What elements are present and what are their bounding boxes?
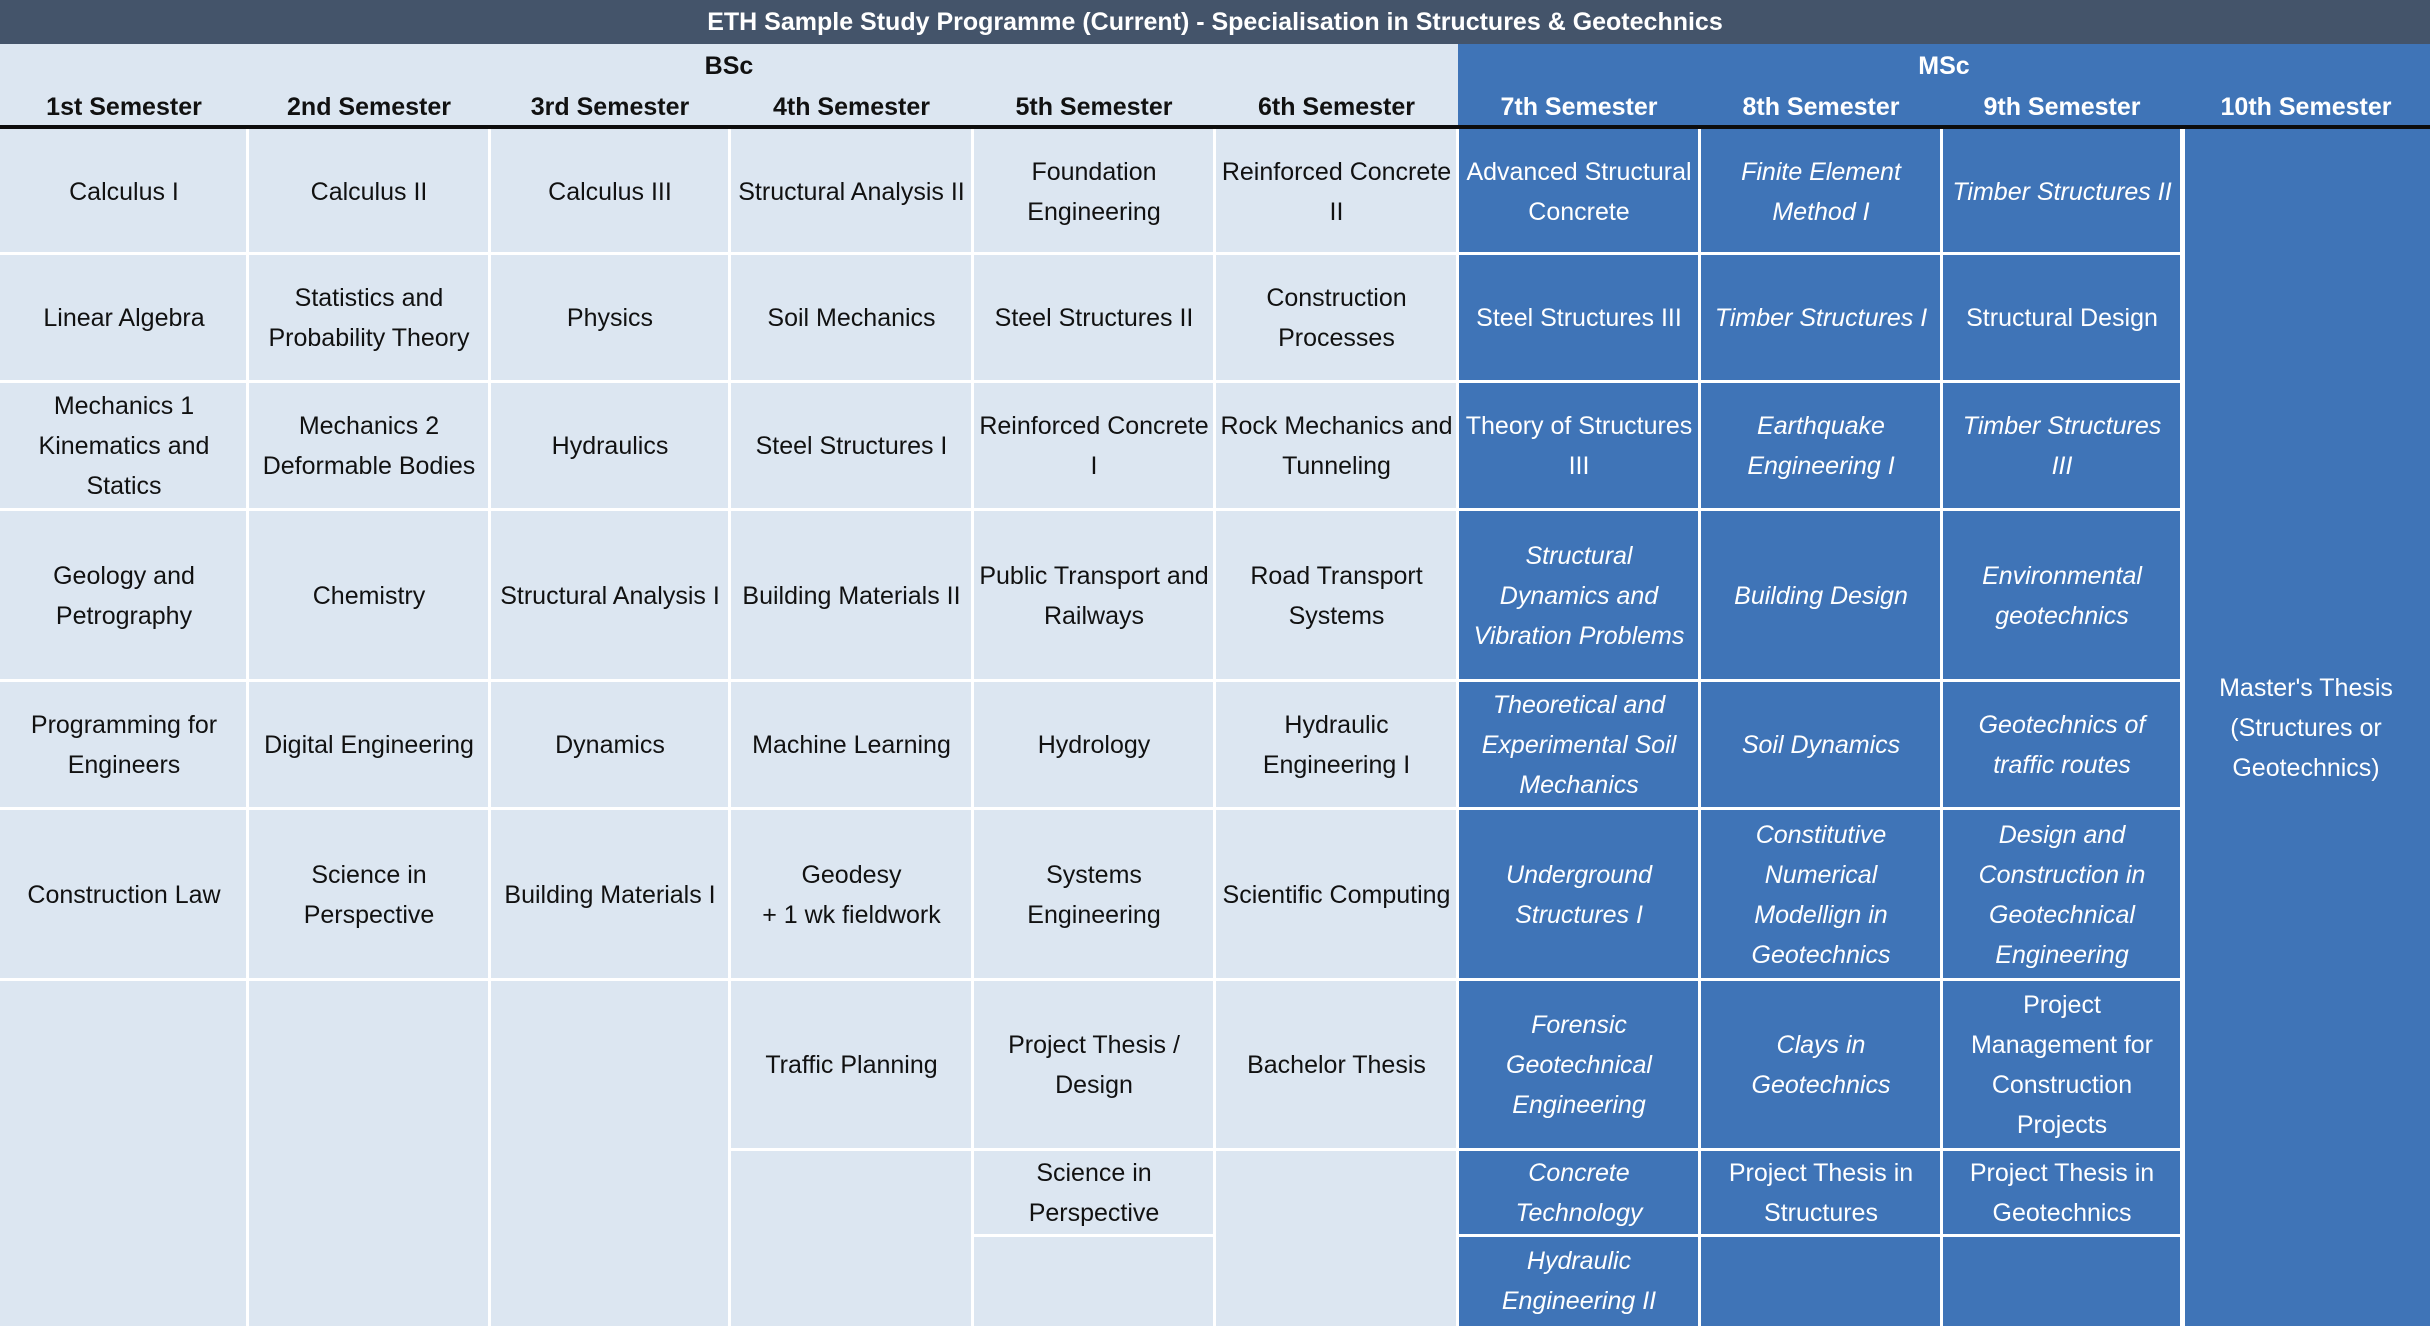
course-cell: Scientific Computing [1215, 809, 1458, 980]
course-cell: Hydraulic Engineering II [1458, 1236, 1700, 1326]
course-cell: Mechanics 1 Kinematics and Statics [0, 382, 248, 510]
course-cell: Constitutive Numerical Modellign in Geotechnics [1700, 809, 1942, 980]
empty-cell [0, 980, 248, 1326]
course-cell: Structural Analysis II [730, 129, 973, 254]
course-cell: Building Materials I [490, 809, 730, 980]
grid-line [0, 679, 2182, 682]
course-cell: Environmental geotechnics [1942, 510, 2182, 681]
course-cell: Road Transport Systems [1215, 510, 1458, 681]
course-cell: Statistics and Probability Theory [248, 254, 490, 382]
course-cell: Advanced Structural Concrete [1458, 129, 1700, 254]
semester-header-6: 6th Semester [1257, 92, 1416, 121]
course-cell: Timber Structures I [1700, 254, 1942, 382]
course-cell: Project Thesis in Structures [1700, 1150, 1942, 1236]
grid-line [0, 380, 2182, 383]
course-cell: Bachelor Thesis [1215, 980, 1458, 1150]
empty-cell [973, 1236, 1215, 1326]
course-cell: Rock Mechanics and Tunneling [1215, 382, 1458, 510]
bsc-label: BSc [704, 51, 754, 80]
course-cell: Forensic Geotechnical Engineering [1458, 980, 1700, 1150]
course-cell: Machine Learning [730, 681, 973, 809]
empty-cell [1700, 1236, 1942, 1326]
course-cell: Building Design [1700, 510, 1942, 681]
masters-thesis-cell: Master's Thesis (Structures or Geotechnics) [2182, 129, 2430, 1326]
course-cell: Finite Element Method I [1700, 129, 1942, 254]
semester-header-7: 7th Semester [1500, 92, 1658, 121]
grid-line [728, 129, 731, 1326]
course-cell: Project Management for Construction Projects [1942, 980, 2182, 1150]
grid-line [1213, 129, 1216, 1326]
grid-line [0, 508, 2182, 511]
course-cell: Foundation Engineering [973, 129, 1215, 254]
course-cell: Hydrology [973, 681, 1215, 809]
course-cell: Clays in Geotechnics [1700, 980, 1942, 1150]
course-cell: Geotechnics of traffic routes [1942, 681, 2182, 809]
course-cell: Physics [490, 254, 730, 382]
semester-header-5: 5th Semester [1015, 92, 1173, 121]
course-cell: Building Materials II [730, 510, 973, 681]
course-cell: Linear Algebra [0, 254, 248, 382]
course-cell: Hydraulics [490, 382, 730, 510]
grid-line [2180, 129, 2185, 1326]
empty-cell [248, 980, 490, 1326]
empty-cell [730, 1150, 973, 1326]
semester-header-3: 3rd Semester [530, 92, 690, 121]
course-cell: Geology and Petrography [0, 510, 248, 681]
course-cell: Theory of Structures III [1458, 382, 1700, 510]
grid-line [1698, 129, 1701, 1326]
semester-header-9: 9th Semester [1983, 92, 2141, 121]
empty-cell [1215, 1150, 1458, 1326]
course-cell: Traffic Planning [730, 980, 973, 1150]
course-cell: Digital Engineering [248, 681, 490, 809]
course-cell: Steel Structures II [973, 254, 1215, 382]
grid-line [0, 978, 2182, 981]
course-cell: Calculus II [248, 129, 490, 254]
grid-line [971, 129, 974, 1326]
grid-line [1456, 129, 1459, 1326]
course-cell: Structural Dynamics and Vibration Problems [1458, 510, 1700, 681]
course-cell: Timber Structures III [1942, 382, 2182, 510]
empty-cell [490, 980, 730, 1326]
grid-line [1458, 1234, 2182, 1237]
course-cell: Mechanics 2 Deformable Bodies [248, 382, 490, 510]
course-cell: Underground Structures I [1458, 809, 1700, 980]
course-cell: Structural Analysis I [490, 510, 730, 681]
course-cell: Science in Perspective [248, 809, 490, 980]
course-cell: Timber Structures II [1942, 129, 2182, 254]
course-cell: Soil Dynamics [1700, 681, 1942, 809]
course-cell: Structural Design [1942, 254, 2182, 382]
course-cell: Soil Mechanics [730, 254, 973, 382]
course-cell: Calculus III [490, 129, 730, 254]
course-cell: Science in Perspective [973, 1150, 1215, 1236]
course-cell: Systems Engineering [973, 809, 1215, 980]
course-cell: Project Thesis / Design [973, 980, 1215, 1150]
grid-line [1940, 129, 1943, 1326]
semester-header-4: 4th Semester [772, 92, 931, 121]
course-cell: Programming for Engineers [0, 681, 248, 809]
semester-header-1: 1st Semester [46, 92, 202, 121]
course-cell: Reinforced Concrete II [1215, 129, 1458, 254]
msc-label: MSc [1918, 51, 1970, 80]
semester-header-2: 2nd Semester [287, 92, 451, 121]
grid-line [246, 129, 249, 1326]
course-cell: Project Thesis in Geotechnics [1942, 1150, 2182, 1236]
course-cell: Public Transport and Railways [973, 510, 1215, 681]
semester-header-8: 8th Semester [1742, 92, 1900, 121]
course-cell: Calculus I [0, 129, 248, 254]
course-cell: Hydraulic Engineering I [1215, 681, 1458, 809]
course-cell: Design and Construction in Geotechnical Engineering [1942, 809, 2182, 980]
course-cell: Earthquake Engineering I [1700, 382, 1942, 510]
grid-line [0, 252, 2182, 255]
course-cell: Geodesy + 1 wk fieldwork [730, 809, 973, 980]
course-cell: Dynamics [490, 681, 730, 809]
course-cell: Theoretical and Experimental Soil Mechanics [1458, 681, 1700, 809]
grid-line [973, 1234, 1215, 1237]
course-cell: Concrete Technology [1458, 1150, 1700, 1236]
course-cell: Steel Structures III [1458, 254, 1700, 382]
course-cell: Construction Law [0, 809, 248, 980]
table-title: ETH Sample Study Programme (Current) - Specialisation in Structures & Geotechnics [0, 0, 2430, 44]
grid-line [488, 129, 491, 1326]
course-cell: Construction Processes [1215, 254, 1458, 382]
empty-cell [1942, 1236, 2182, 1326]
course-cell: Reinforced Concrete I [973, 382, 1215, 510]
course-cell: Steel Structures I [730, 382, 973, 510]
semester-header-10: 10th Semester [2220, 92, 2392, 121]
grid-line [730, 1148, 2182, 1151]
course-cell: Chemistry [248, 510, 490, 681]
grid-line [0, 807, 2182, 810]
